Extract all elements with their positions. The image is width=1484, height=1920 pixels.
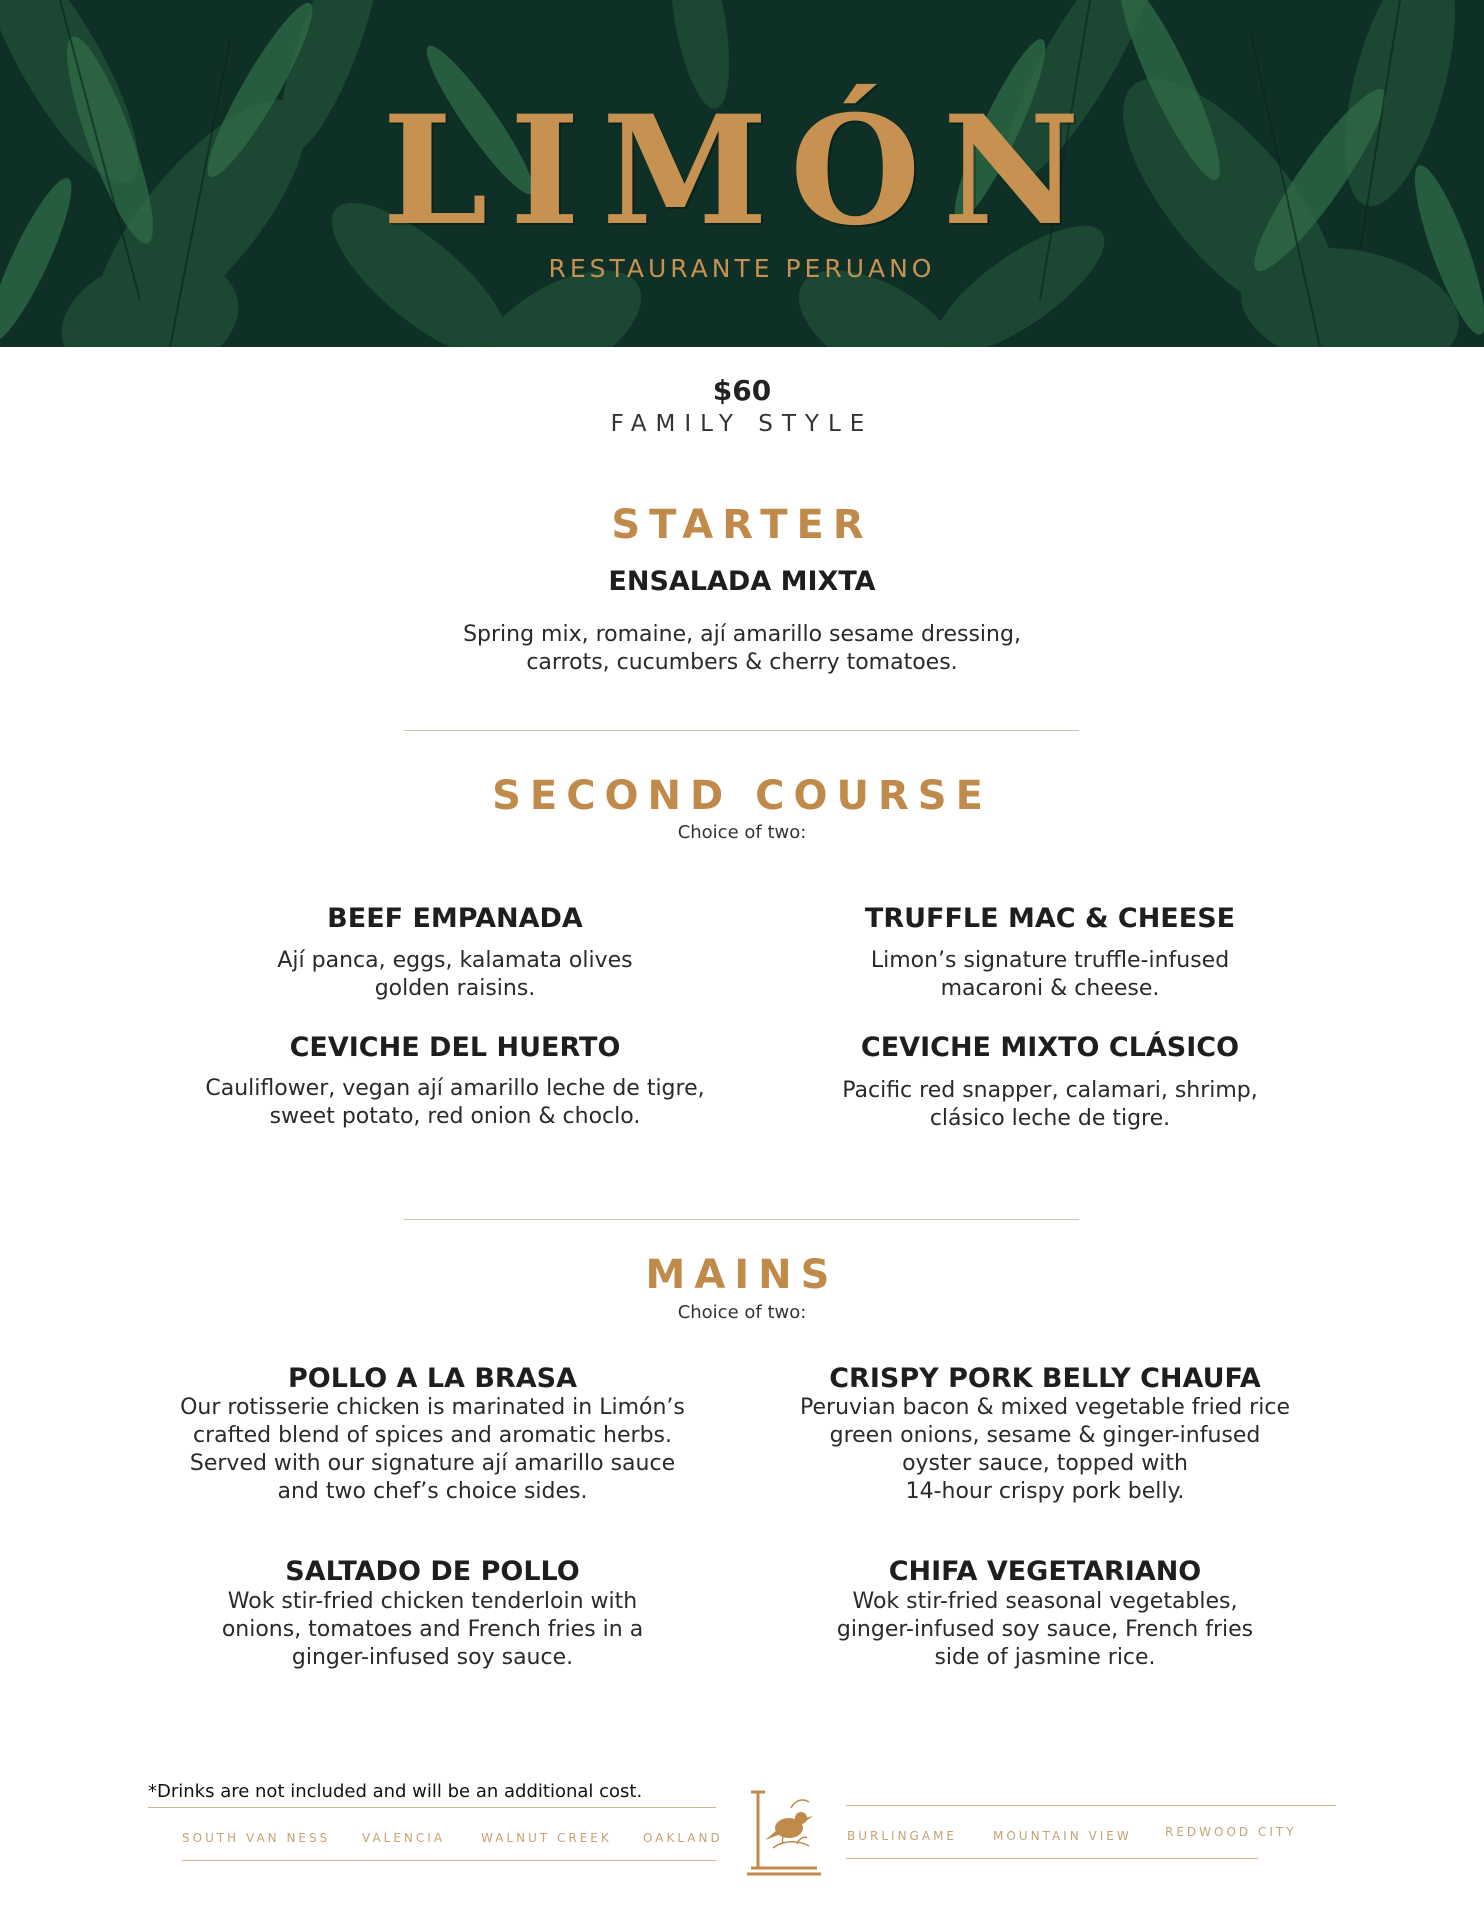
section-title-mains: MAINS bbox=[645, 1252, 839, 1298]
footer-rule bbox=[846, 1805, 1336, 1806]
restaurant-logo-text: LIMÓN bbox=[382, 83, 1102, 259]
section-title-starter: STARTER bbox=[611, 502, 873, 548]
location-redwood-city: REDWOOD CITY bbox=[1165, 1825, 1297, 1839]
dish-name-ensalada-mixta: ENSALADA MIXTA bbox=[608, 566, 876, 597]
dish-desc-pollo-a-la-brasa: Our rotisserie chicken is marinated in Limón’s crafted blend of spices and aromatic herbs. Served with our signature ají amarillo sauce and two chef’s choice sides. bbox=[180, 1395, 685, 1504]
location-valencia: VALENCIA bbox=[362, 1831, 446, 1845]
dish-name-chifa-vegetariano: CHIFA VEGETARIANO bbox=[888, 1556, 1202, 1587]
dish-desc-chifa-vegetariano: Wok stir-fried seasonal vegetables, ginger-infused soy sauce, French fries side of jasmine rice. bbox=[836, 1589, 1254, 1670]
menu-price: $60 bbox=[712, 374, 772, 407]
limon-bird-monogram-icon bbox=[743, 1788, 825, 1880]
section-title-second-course: SECOND COURSE bbox=[492, 773, 992, 819]
drinks-footnote: *Drinks are not included and will be an additional cost. bbox=[148, 1781, 643, 1802]
dish-name-saltado-de-pollo: SALTADO DE POLLO bbox=[285, 1556, 580, 1587]
dish-name-ceviche-mixto-clasico: CEVICHE MIXTO CLÁSICO bbox=[860, 1032, 1240, 1063]
dish-desc-ceviche-del-huerto: Cauliflower, vegan ají amarillo leche de tigre, sweet potato, red onion & choclo. bbox=[205, 1076, 705, 1129]
section-note-mains: Choice of two: bbox=[677, 1302, 807, 1323]
location-walnut-creek: WALNUT CREEK bbox=[481, 1831, 612, 1845]
section-note-second-course: Choice of two: bbox=[677, 822, 807, 843]
dish-name-ceviche-del-huerto: CEVICHE DEL HUERTO bbox=[289, 1032, 621, 1063]
footer-rule bbox=[148, 1807, 716, 1808]
section-divider bbox=[404, 730, 1079, 731]
dish-desc-truffle-mac-cheese: Limon’s signature truffle-infused macaroni & cheese. bbox=[870, 948, 1230, 1001]
dish-desc-beef-empanada: Ají panca, eggs, kalamata olives golden raisins. bbox=[277, 948, 633, 1001]
footer-rule bbox=[182, 1860, 716, 1861]
location-south-van-ness: SOUTH VAN NESS bbox=[182, 1831, 331, 1845]
footer-rule bbox=[846, 1858, 1258, 1859]
dish-desc-ceviche-mixto-clasico: Pacific red snapper, calamari, shrimp, clásico leche de tigre. bbox=[842, 1078, 1258, 1131]
location-burlingame: BURLINGAME bbox=[847, 1829, 957, 1843]
dish-name-crispy-pork-belly-chaufa: CRISPY PORK BELLY CHAUFA bbox=[829, 1363, 1261, 1394]
section-divider bbox=[404, 1219, 1079, 1220]
dish-desc-ensalada-mixta: Spring mix, romaine, ají amarillo sesame dressing, carrots, cucumbers & cherry tomatoes. bbox=[463, 622, 1021, 675]
dish-name-truffle-mac-cheese: TRUFFLE MAC & CHEESE bbox=[864, 903, 1236, 934]
header-banner bbox=[0, 0, 1484, 347]
dish-desc-crispy-pork-belly-chaufa: Peruvian bacon & mixed vegetable fried rice green onions, sesame & ginger-infused oyster sauce, topped with 14-hour crispy pork belly. bbox=[800, 1395, 1290, 1504]
dish-name-pollo-a-la-brasa: POLLO A LA BRASA bbox=[288, 1363, 577, 1394]
location-oakland: OAKLAND bbox=[643, 1831, 723, 1845]
dish-name-beef-empanada: BEEF EMPANADA bbox=[327, 903, 583, 934]
serving-style: FAMILY STYLE bbox=[610, 411, 874, 437]
restaurant-subtitle: RESTAURANTE PERUANO bbox=[548, 254, 936, 283]
dish-desc-saltado-de-pollo: Wok stir-fried chicken tenderloin with onions, tomatoes and French fries in a ginger-infused soy sauce. bbox=[221, 1589, 644, 1670]
location-mountain-view: MOUNTAIN VIEW bbox=[993, 1829, 1132, 1843]
